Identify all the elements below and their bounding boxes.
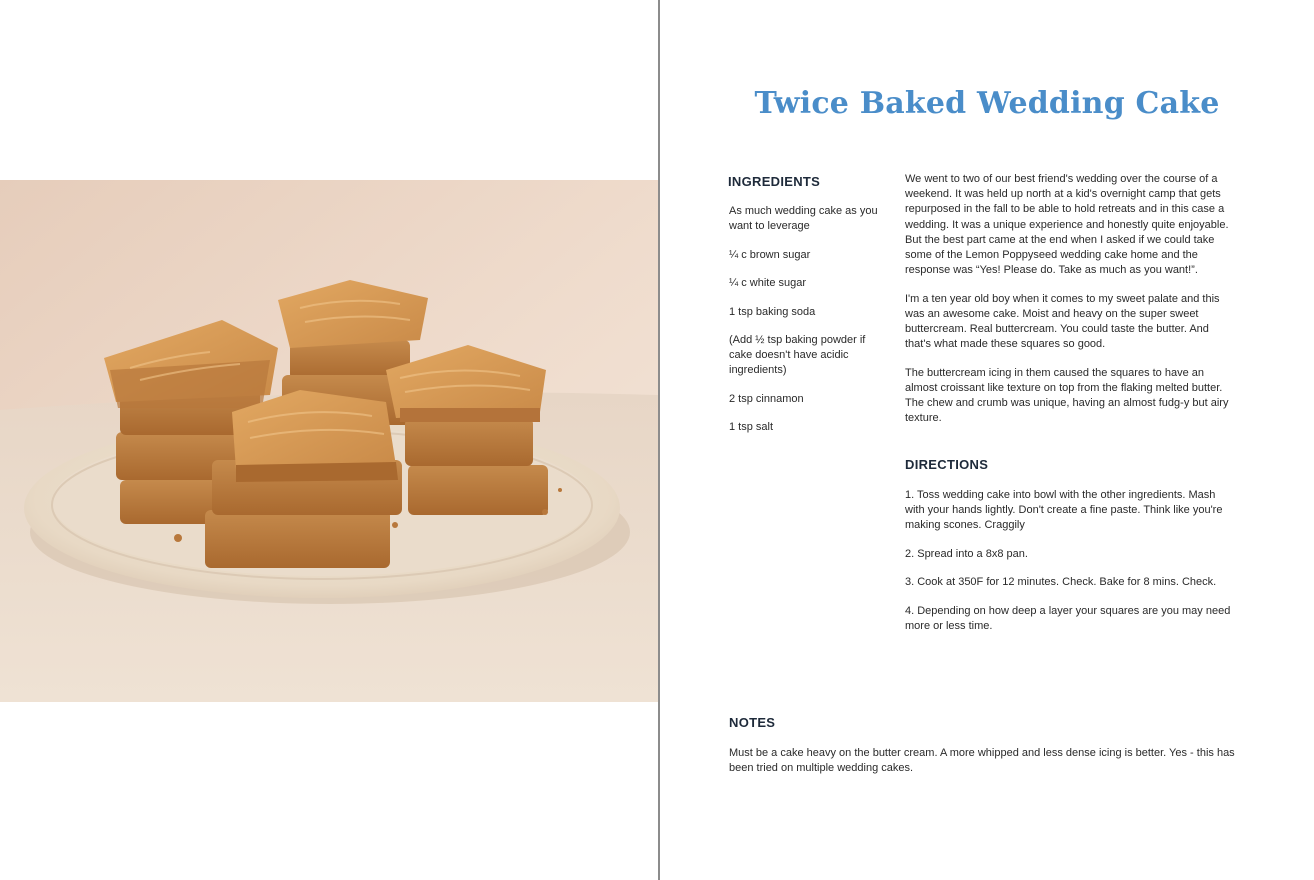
- ingredient-item: ¼ c brown sugar: [729, 248, 811, 261]
- direction-step: 2. Spread into a 8x8 pan.: [905, 547, 1028, 560]
- ingredients-list: [729, 204, 889, 449]
- right-page: [660, 0, 1314, 880]
- direction-step: 4. Depending on how deep a layer your squares are you may need more or less time.: [905, 604, 1231, 633]
- intro-paragraph: The buttercream icing in them caused the squares to have an almost croissant like texture on top from the flaking melted butter. The chew and crumb was unique, having an almost fudg-y but airy texture.: [905, 366, 1229, 425]
- intro-paragraph: We went to two of our best friend's wedding over the course of a weekend. It was held up north at a kid's overnight camp that gets repurposed in the fall to be able to hold retreats and in this case a wedding. It was a unique experience and honestly quite enjoyable. But the best part came at the end when I asked if we could take some of the Lemon Poppyseed wedding cake home and the response was “Yes! Please do. Take as much as you want!”.: [905, 173, 1229, 277]
- notes-text: Must be a cake heavy on the butter cream. A more whipped and less dense icing is better. Yes - this has been tried on multiple wedding cakes.: [729, 747, 1235, 775]
- ingredient-item: 1 tsp baking soda: [729, 305, 816, 318]
- direction-step: 1. Toss wedding cake into bowl with the other ingredients. Mash with your hands lightly. Don't create a fine paste. Think like you're making scones. Craggily: [905, 489, 1223, 532]
- ingredient-item: 2 tsp cinnamon: [729, 392, 804, 405]
- ingredient-item: 1 tsp salt: [729, 421, 774, 433]
- directions-list: [905, 488, 1235, 648]
- notes-heading: NOTES: [729, 715, 776, 730]
- recipe-title-text: Twice Baked Wedding Cake: [754, 86, 1220, 121]
- recipe-photo: [0, 180, 658, 702]
- ingredients-heading: INGREDIENTS: [728, 174, 821, 189]
- ingredient-item: (Add ½ tsp baking powder if cake doesn't have acidic ingredients): [729, 334, 866, 376]
- intro-paragraph: I'm a ten year old boy when it comes to my sweet palate and this was an awesome cake. Moist and heavy on the super sweet buttercream. Real buttercream. You could taste the butter. And that's what made these squares so good.: [905, 292, 1220, 351]
- intro-text: [905, 172, 1235, 440]
- directions-heading: DIRECTIONS: [905, 457, 989, 472]
- recipe-title: [660, 86, 1314, 121]
- ingredient-item: ¼ c white sugar: [729, 277, 807, 289]
- ingredient-item: As much wedding cake as you want to leverage: [729, 205, 878, 232]
- direction-step: 3. Cook at 350F for 12 minutes. Check. Bake for 8 mins. Check.: [905, 576, 1217, 589]
